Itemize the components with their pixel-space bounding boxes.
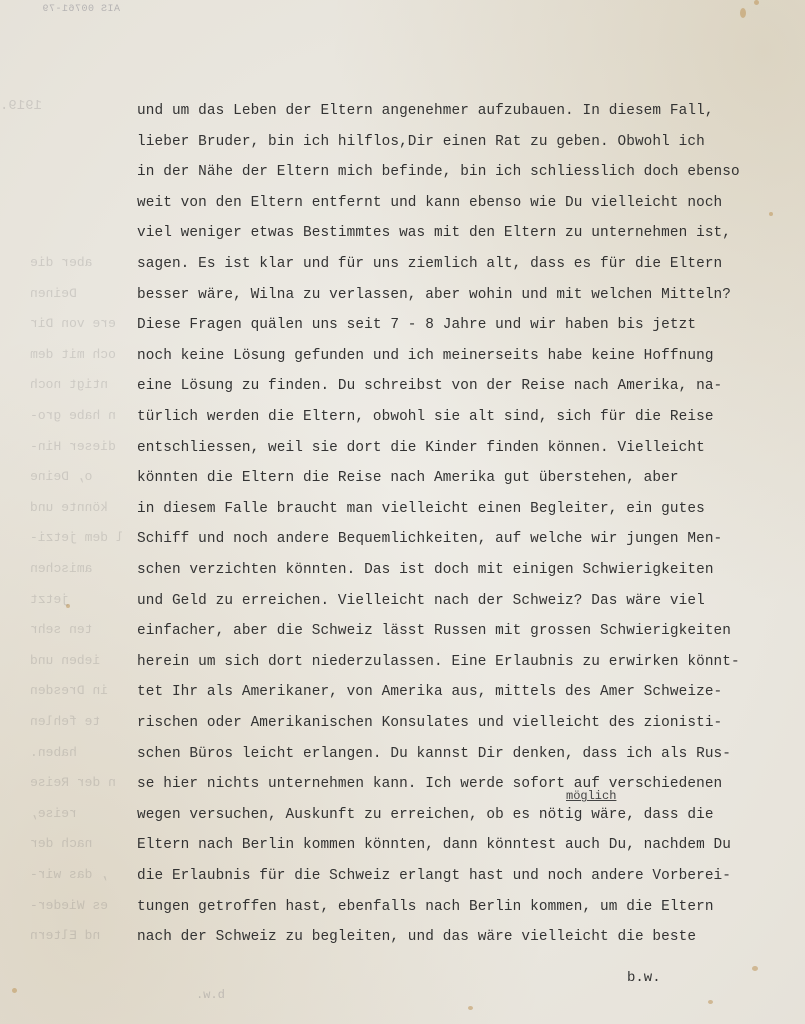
bleed-through-line: och mit dem (30, 346, 116, 362)
letter-line: Schiff und noch andere Bequemlichkeiten, auf welche wir jungen Men- (137, 531, 723, 548)
bleed-through-line: es Wieder- (30, 897, 109, 913)
letter-line: Diese Fragen quälen uns seit 7 - 8 Jahre und wir haben bis jetzt (137, 317, 697, 334)
bleed-through-line: aber die (30, 255, 93, 270)
bleed-through-line: ten sehr (30, 622, 93, 638)
archive-stamp-bleed: AIS 00761-79 (42, 4, 121, 15)
bleed-through-line: dieser Hin- (30, 438, 116, 454)
letter-line: in der Nähe der Eltern mich befinde, bin ich schliesslich doch ebenso (137, 164, 740, 181)
letter-line: herein um sich dort niederzulassen. Eine Erlaubnis zu erwirken könnt- (137, 653, 740, 670)
letter-line: wegen versuchen, Auskunft zu erreichen, ob es nötig wäre, dass die (137, 806, 714, 823)
letter-line: lieber Bruder, bin ich hilflos,Dir einen Rat zu geben. Obwohl ich (137, 133, 705, 150)
letter-line: entschliessen, weil sie dort die Kinder finden können. Vielleicht (137, 439, 705, 456)
letter-line: Eltern nach Berlin kommen könnten, dann könntest auch Du, nachdem Du (137, 837, 732, 854)
bleed-through-line: reise, (30, 805, 77, 821)
letter-line: und Geld zu erreichen. Vielleicht nach der Schweiz? Das wäre viel (137, 592, 705, 609)
letter-line: und um das Leben der Eltern angenehmer aufzubauen. In diesem Fall, (137, 103, 714, 119)
bleed-through-line: n habe gro- (30, 408, 116, 423)
letter-line: weit von den Eltern entfernt und kann ebenso wie Du vielleicht noch (137, 194, 723, 211)
letter-line: sagen. Es ist klar und für uns ziemlich alt, dass es für die Eltern (137, 256, 723, 272)
bleed-through-line: ere von Dir (30, 316, 116, 332)
letter-line: türlich werden die Eltern, obwohl sie alt sind, sich für die Reise (137, 409, 714, 425)
bleed-through-closing: b.w. (196, 988, 225, 1002)
bleed-through-line: n der Reise (30, 775, 116, 791)
closing-note: b.w. (627, 970, 661, 986)
letter-line: nach der Schweiz zu begleiten, und das wäre vielleicht die beste (137, 929, 697, 946)
letter-line: viel weniger etwas Bestimmtes was mit den Eltern zu unternehmen ist, (137, 225, 732, 242)
letter-line: tungen getroffen hast, ebenfalls nach Berlin kommen, um die Eltern (137, 898, 714, 915)
letter-line: se hier nichts unternehmen kann. Ich werde sofort auf verschiedenen (137, 776, 723, 793)
bleed-through-line: Deinen (30, 285, 77, 301)
bleed-through-line: haben. (30, 744, 77, 760)
letter-line: besser wäre, Wilna zu verlassen, aber wohin und mit welchen Mitteln? (137, 286, 732, 303)
bleed-through-year: 1919. (0, 98, 43, 114)
letter-line: rischen oder Amerikanischen Konsulates und vielleicht des zionisti- (137, 715, 723, 731)
bleed-through-line: , das wir- (30, 867, 109, 882)
letter-line: schen verzichten könnten. Das ist doch mit einigen Schwierigkeiten (137, 562, 714, 578)
bleed-through-line: könnte und (30, 499, 109, 515)
bleed-through-line: ntigt noch (30, 377, 109, 393)
letter-line: könnten die Eltern die Reise nach Amerika gut überstehen, aber (137, 470, 679, 487)
bleed-through-line: amischen (30, 561, 93, 576)
letter-line: tet Ihr als Amerikaner, von Amerika aus, mittels des Amer Schweize- (137, 684, 723, 701)
bleed-through-line: te fehlen (30, 714, 101, 729)
bleed-through-line: o, Deine (30, 469, 93, 485)
letter-line: noch keine Lösung gefunden und ich meinerseits habe keine Hoffnung (137, 347, 714, 364)
bleed-through-line: l dem jetzi- (30, 530, 124, 546)
letter-line: schen Büros leicht erlangen. Du kannst Dir denken, dass ich als Rus- (137, 745, 732, 762)
bleed-through-line: ieben und (30, 652, 101, 668)
bleed-through-line: nd Eltern (30, 928, 101, 944)
letter-line: in diesem Falle braucht man vielleicht einen Begleiter, ein gutes (137, 500, 705, 517)
letter-line: eine Lösung zu finden. Du schreibst von der Reise nach Amerika, na- (137, 378, 723, 395)
letter-line: einfacher, aber die Schweiz lässt Russen mit grossen Schwierigkeiten (137, 623, 732, 640)
bleed-through-line: in Dresden (30, 683, 109, 699)
letter-line: die Erlaubnis für die Schweiz erlangt hast und noch andere Vorberei- (137, 868, 732, 884)
bleed-through-line: jetzt (30, 591, 70, 607)
handwritten-insertion: möglich (566, 789, 617, 803)
bleed-through-line: nach der (30, 836, 93, 852)
